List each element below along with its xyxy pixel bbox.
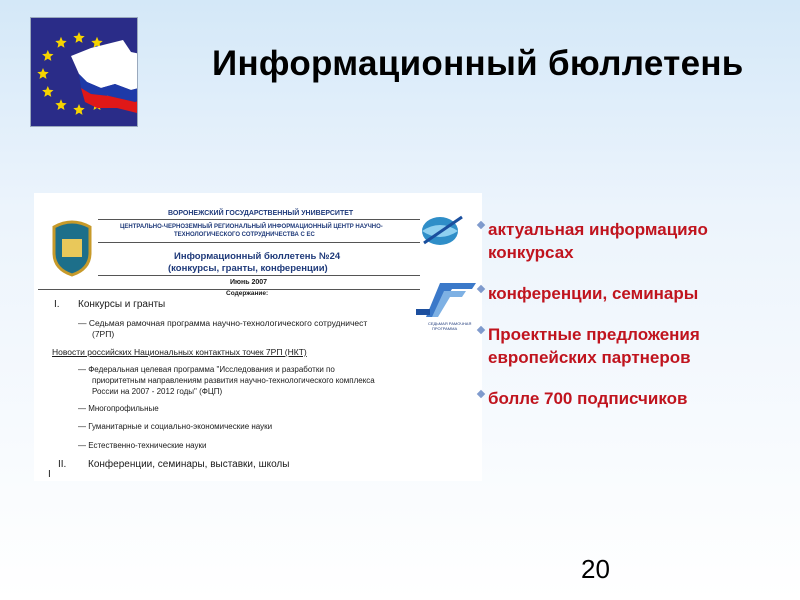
thumb-stray-mark: I [48, 469, 51, 480]
bullet-list [480, 218, 780, 422]
thumb-fp7-caption2: ПРОГРАММА [432, 326, 458, 331]
eu-russia-logo [30, 17, 138, 127]
bullet-item: болле 700 подписчиков [480, 387, 780, 410]
thumb-bulletin-subtitle: (конкурсы, гранты, конференции) [168, 263, 328, 274]
thumb-section1-title: Конкурсы и гранты [78, 299, 166, 310]
thumb-item5: — Естественно-технические науки [78, 441, 207, 450]
bullet-item: актуальная информацияо конкурсах [480, 218, 780, 264]
bulletin-thumbnail [34, 193, 482, 481]
eu-stars-russia-map-icon [31, 18, 137, 126]
fp7-logo-icon [416, 283, 476, 325]
thumb-item2-line2: приоритетным направлениям развития научно-технологического комплекса [92, 376, 375, 385]
thumb-news-heading: Новости российских Национальных контактных точек 7РП (НКТ) [52, 347, 307, 357]
thumb-center-line2: ТЕХНОЛОГИЧЕСКОГО СОТРУДНИЧЕСТВА С ЕС [174, 232, 315, 238]
thumb-section2-title: Конференции, семинары, выставки, школы [88, 459, 290, 470]
page-number: 20 [581, 554, 610, 584]
thumb-item2-line3: России на 2007 - 2012 годы" (ФЦП) [92, 387, 223, 396]
bullet-item: Проектные предложения европейских партнеров [480, 323, 780, 369]
thumb-university: ВОРОНЕЖСКИЙ ГОСУДАРСТВЕННЫЙ УНИВЕРСИТЕТ [168, 210, 354, 217]
slide-title: Информационный бюллетень [212, 44, 744, 83]
thumb-item1-line1: — Седьмая рамочная программа научно-технологического сотрудничест [78, 318, 368, 328]
thumb-item3: — Многопрофильные [78, 404, 159, 413]
globe-logo-icon [418, 213, 468, 247]
thumb-section2-num: II. [58, 459, 67, 470]
bullet-item: конференции, семинары [480, 282, 780, 305]
thumb-item2-line1: — Федеральная целевая программа "Исследования и разработки по [78, 365, 335, 374]
thumb-item4: — Гуманитарные и социально-экономические науки [78, 422, 273, 431]
thumb-section1-num: I. [54, 299, 60, 310]
thumb-date: Июнь 2007 [230, 279, 268, 286]
university-crest-icon [48, 219, 96, 277]
thumb-item1-line2: (7РП) [92, 329, 115, 339]
thumb-bulletin-title: Информационный бюллетень №24 [174, 251, 341, 262]
thumb-contents-label: Содержание: [226, 290, 269, 297]
thumb-center-line1: ЦЕНТРАЛЬНО-ЧЕРНОЗЕМНЫЙ РЕГИОНАЛЬНЫЙ ИНФОРМАЦИОННЫЙ ЦЕНТР НАУЧНО- [120, 224, 383, 230]
thumb-fp7-caption1: СЕДЬМАЯ РАМОЧНАЯ [428, 321, 472, 326]
